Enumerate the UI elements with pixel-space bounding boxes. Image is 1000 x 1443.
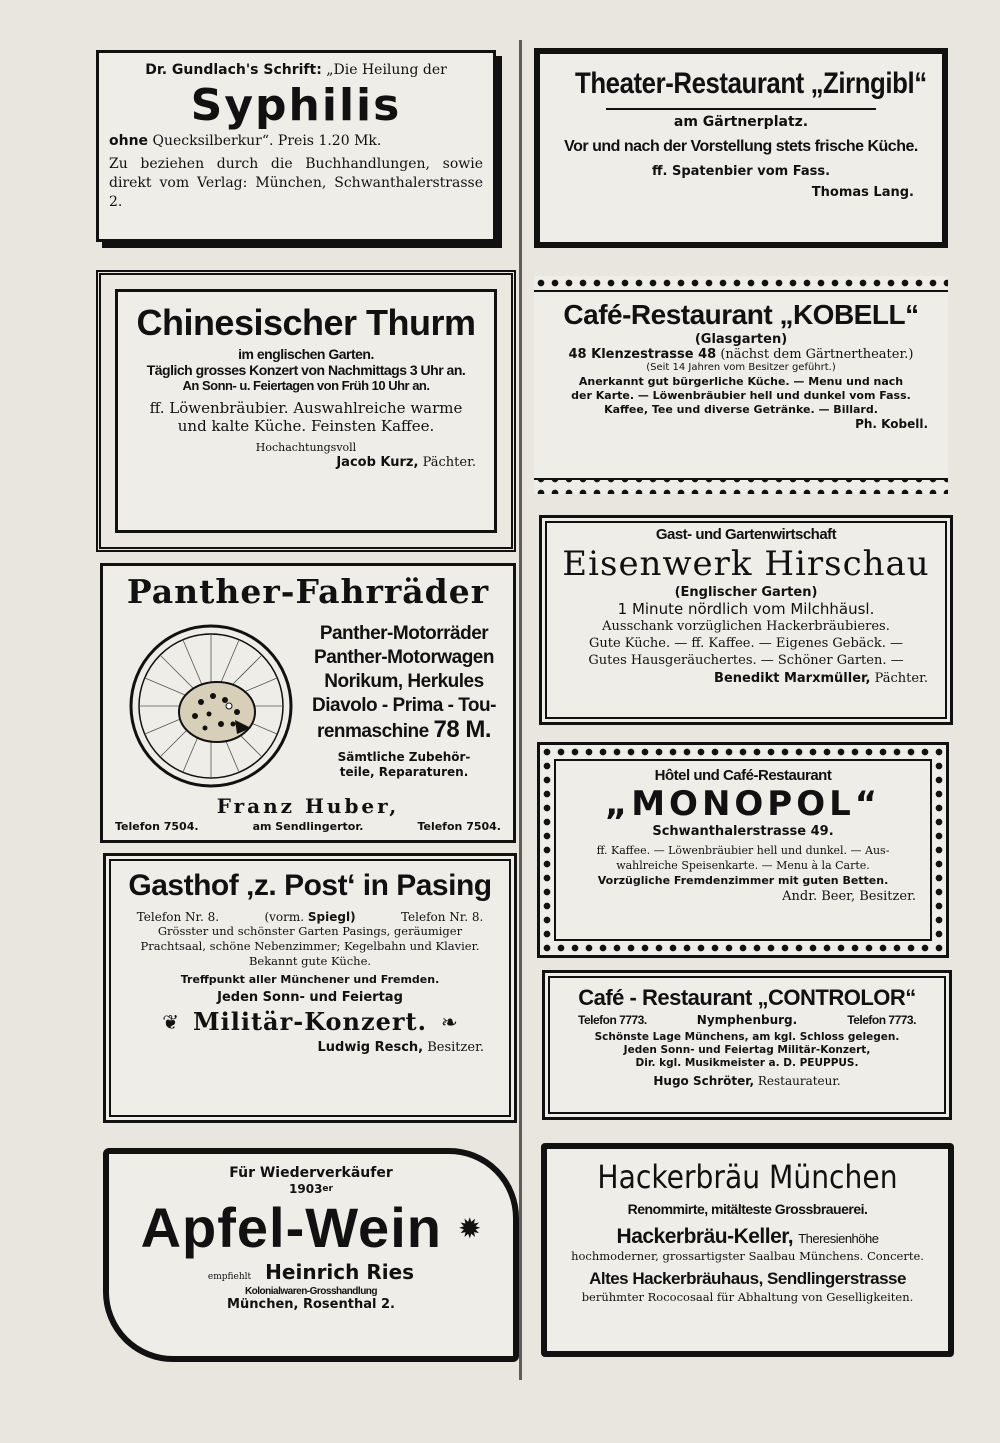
controlor-headline: Café - Restaurant „CONTROLOR“: [578, 985, 916, 1010]
kobell-sub: (Glasgarten): [694, 332, 788, 347]
apfelwein-business: Kolonialwaren-Grosshandlung: [244, 1286, 378, 1297]
kobell-since: (Seit 14 Jahren vom Besitzer geführt.): [646, 362, 836, 373]
post-vorm-pre: (vorm.: [264, 910, 305, 924]
post-owner: [114, 1040, 506, 1055]
gundlach-title-quote: „Die Heilung der: [326, 62, 447, 78]
hacker-line5: berühmter Rococosaal für Abhaltung von Geselligkeiten.: [581, 1290, 914, 1304]
thurm-owner-name: Jacob Kurz,: [336, 455, 419, 470]
apfelwein-headline-row: [119, 1196, 503, 1260]
gundlach-headline: Syphilis: [190, 80, 402, 131]
panther-line5: [299, 718, 509, 744]
hacker-keller: Hackerbräu-Keller,: [616, 1225, 794, 1248]
thurm-line1: im englischen Garten.: [238, 346, 374, 362]
controlor-phone-row: [553, 1013, 941, 1027]
hirschau-pre: Gast- und Gartenwirtschaft: [655, 526, 837, 543]
gundlach-author: Dr. Gundlach's Schrift:: [145, 62, 322, 78]
gundlach-price: Quecksilberkur“. Preis 1.20 Mk.: [152, 133, 382, 149]
ad-gundlach: [96, 50, 496, 242]
panther-headline: Panther-Fahrräder: [126, 572, 490, 611]
panther-line1: Panther-Motorräder: [319, 623, 489, 644]
gundlach-body: Zu beziehen durch die Buchhandlungen, sowie direkt vom Verlag: München, Schwanthalerstrasse 2.: [109, 156, 483, 210]
hirschau-line3: Gutes Hausgeräuchertes. — Schöner Garten. —: [588, 653, 904, 668]
gundlach-top-line: [109, 61, 483, 80]
kobell-headline: Café-Restaurant „KOBELL“: [563, 299, 919, 330]
hacker-line1: Renommirte, mitälteste Grossbrauerei.: [627, 1201, 868, 1217]
zirngibl-line2: ff. Spatenbier vom Fass.: [651, 164, 831, 179]
zirngibl-location: am Gärtnerplatz.: [673, 114, 809, 130]
panther-line6: Sämtliche Zubehör-: [337, 750, 471, 764]
thurm-inner-frame: [115, 289, 497, 533]
ad-gasthof-post: [103, 853, 517, 1123]
controlor-phone-right: Telefon 7773.: [847, 1013, 916, 1027]
hirschau-line2: Gute Küche. — ff. Kaffee. — Eigenes Gebäck. —: [589, 636, 903, 651]
apfelwein-year: 1903: [289, 1182, 323, 1196]
monopol-line1: ff. Kaffee. — Löwenbräubier hell und dunkel. — Aus-: [596, 844, 890, 857]
hacker-theresienhoehe: Theresienhöhe: [798, 1231, 879, 1246]
kobell-address: [542, 347, 940, 362]
hirschau-distance: 1 Minute nördlich vom Milchhäusl.: [617, 600, 875, 618]
gundlach-line2: [109, 132, 483, 151]
ad-monopol: [537, 742, 949, 958]
post-line3: Bekannt gute Küche.: [248, 954, 372, 968]
panther-wheel-emblem: [125, 620, 297, 792]
post-phone-row: [114, 910, 506, 924]
thurm-line3: An Sonn- u. Feiertagen von Früh 10 Uhr an.: [182, 378, 430, 393]
zirngibl-line1: Vor und nach der Vorstellung stets frische Küche.: [564, 138, 918, 155]
panther-product-list: [299, 622, 509, 780]
monopol-pre: Hôtel und Café-Restaurant: [654, 767, 832, 784]
zirngibl-rule: [606, 108, 876, 110]
controlor-owner-role: Restaurateur.: [757, 1074, 841, 1088]
apfelwein-line1: Für Wiederverkäufer: [229, 1165, 393, 1181]
panther-dealer: Franz Huber,: [216, 794, 400, 818]
ad-hirschau: [539, 515, 953, 725]
controlor-owner: [553, 1074, 941, 1088]
post-line4: Treffpunkt aller Münchener und Fremden.: [180, 973, 440, 986]
monopol-line2: wahlreiche Speisenkarte. — Menu à la Carte.: [616, 859, 870, 872]
post-konzert-row: [114, 1007, 506, 1036]
hirschau-line1: Ausschank vorzüglichen Hackerbräubieres.: [602, 619, 890, 634]
kobell-line3: Kaffee, Tee und diverse Getränke. — Billard.: [604, 403, 878, 416]
controlor-phone-left: Telefon 7773.: [578, 1013, 647, 1027]
panther-footer: [115, 820, 501, 833]
post-owner-name: Ludwig Resch,: [317, 1040, 424, 1055]
post-vorm-name: Spiegl): [307, 910, 356, 924]
ad-controlor: [542, 970, 952, 1120]
bicycle-wheel-panther-icon: [125, 620, 297, 792]
post-vorm: [264, 910, 355, 924]
gundlach-ohne: ohne: [109, 133, 149, 149]
hacker-line2: [555, 1225, 940, 1249]
thurm-owner: [126, 455, 486, 470]
monopol-line3: Vorzügliche Fremdenzimmer mit guten Betten.: [597, 874, 889, 887]
panther-phone-left: Telefon 7504.: [115, 820, 199, 833]
post-owner-role: Besitzer.: [427, 1040, 484, 1055]
kobell-address-bold: 48 Klenzestrasse 48: [568, 347, 717, 362]
star-ornament-icon: ✹: [457, 1211, 482, 1245]
ad-hackerbraeu: [541, 1143, 954, 1357]
panther-line4: Diavolo - Prima - Tou-: [312, 695, 496, 716]
hirschau-owner-name: Benedikt Marxmüller,: [714, 671, 871, 686]
kobell-address-rest: (nächst dem Gärtnertheater.): [720, 347, 914, 362]
apfelwein-headline: Apfel-Wein: [140, 1196, 442, 1259]
panther-line7: teile, Reparaturen.: [339, 765, 469, 779]
monopol-panel: [554, 759, 932, 941]
hacker-line4: Altes Hackerbräuhaus, Sendlingerstrasse: [589, 1269, 906, 1288]
kobell-panel: [534, 290, 948, 480]
hirschau-owner: [550, 671, 942, 686]
panther-line5-text: renmaschine: [316, 721, 429, 742]
post-phone-left: Telefon Nr. 8.: [136, 910, 220, 924]
thurm-line4: ff. Löwenbräubier. Auswahlreiche warme: [149, 399, 463, 417]
thurm-owner-role: Pächter.: [422, 455, 476, 470]
panther-line2: Panther-Motorwagen: [314, 647, 494, 668]
monopol-address: Schwanthalerstrasse 49.: [652, 824, 834, 839]
panther-price: 78 M.: [433, 716, 492, 743]
panther-address: am Sendlingertor.: [252, 820, 364, 833]
flourish-left-icon: ❦: [162, 1009, 180, 1034]
thurm-greeting: Hochachtungsvoll: [255, 441, 357, 454]
post-line2: Prachtsaal, schöne Nebenzimmer; Kegelbahn und Klavier.: [140, 939, 480, 953]
post-headline: Gasthof ‚z. Post‘ in Pasing: [128, 869, 492, 902]
apfelwein-empfiehlt: empfiehlt: [207, 1272, 252, 1282]
apfelwein-address: München, Rosenthal 2.: [227, 1297, 395, 1312]
controlor-place: Nymphenburg.: [696, 1013, 798, 1027]
post-line1: Grösster und schönster Garten Pasings, geräumiger: [157, 924, 463, 938]
ad-apfelwein: [103, 1148, 519, 1362]
monopol-owner: Andr. Beer, Besitzer.: [782, 889, 916, 904]
post-line6: Militär-Konzert.: [193, 1007, 427, 1036]
ad-chinesischer-thurm: [96, 270, 516, 552]
hacker-line3: hochmoderner, grossartigster Saalbau Münchens. Concerte.: [571, 1249, 924, 1263]
panther-line3: Norikum, Herkules: [324, 671, 484, 692]
apfelwein-merchant: Heinrich Ries: [265, 1260, 415, 1284]
controlor-line2: Jeden Sonn- und Feiertag Militär-Konzert,: [623, 1044, 871, 1056]
ad-panther: [100, 563, 516, 843]
apfelwein-year-line: [119, 1182, 503, 1196]
ad-kobell: [534, 276, 948, 494]
hirschau-headline: Eisenwerk Hirschau: [562, 544, 930, 584]
hirschau-sub: (Englischer Garten): [674, 585, 818, 600]
controlor-owner-name: Hugo Schröter,: [653, 1074, 755, 1088]
kobell-line1: Anerkannt gut bürgerliche Küche. — Menu und nach: [578, 375, 904, 388]
controlor-line3: Dir. kgl. Musikmeister a. D. PEUPPUS.: [635, 1057, 859, 1069]
monopol-headline: „MONOPOL“: [604, 784, 882, 824]
panther-phone-right: Telefon 7504.: [417, 820, 501, 833]
column-divider: [519, 40, 522, 1380]
ad-zirngibl: [534, 48, 948, 248]
kobell-owner: Ph. Kobell.: [855, 417, 928, 431]
post-phone-right: Telefon Nr. 8.: [400, 910, 484, 924]
thurm-line2: Täglich grosses Konzert von Nachmittags 3 Uhr an.: [146, 362, 466, 378]
zirngibl-headline: Theater-Restaurant „Zirngibl“: [575, 67, 927, 100]
zirngibl-owner: Thomas Lang.: [811, 185, 914, 200]
hirschau-owner-role: Pächter.: [874, 671, 928, 686]
apfelwein-merchant-row: [119, 1260, 503, 1284]
kobell-line2: der Karte. — Löwenbräubier hell und dunkel vom Fass.: [571, 389, 911, 402]
hacker-headline: Hackerbräu München: [597, 1158, 898, 1196]
post-line5: Jeden Sonn- und Feiertag: [217, 990, 403, 1005]
flourish-right-icon: ❧: [440, 1009, 458, 1034]
controlor-line1: Schönste Lage Münchens, am kgl. Schloss gelegen.: [594, 1031, 900, 1043]
thurm-headline: Chinesischer Thurm: [136, 302, 476, 343]
thurm-line5: und kalte Küche. Feinsten Kaffee.: [177, 417, 435, 435]
apfelwein-year-suffix: er: [322, 1184, 333, 1194]
